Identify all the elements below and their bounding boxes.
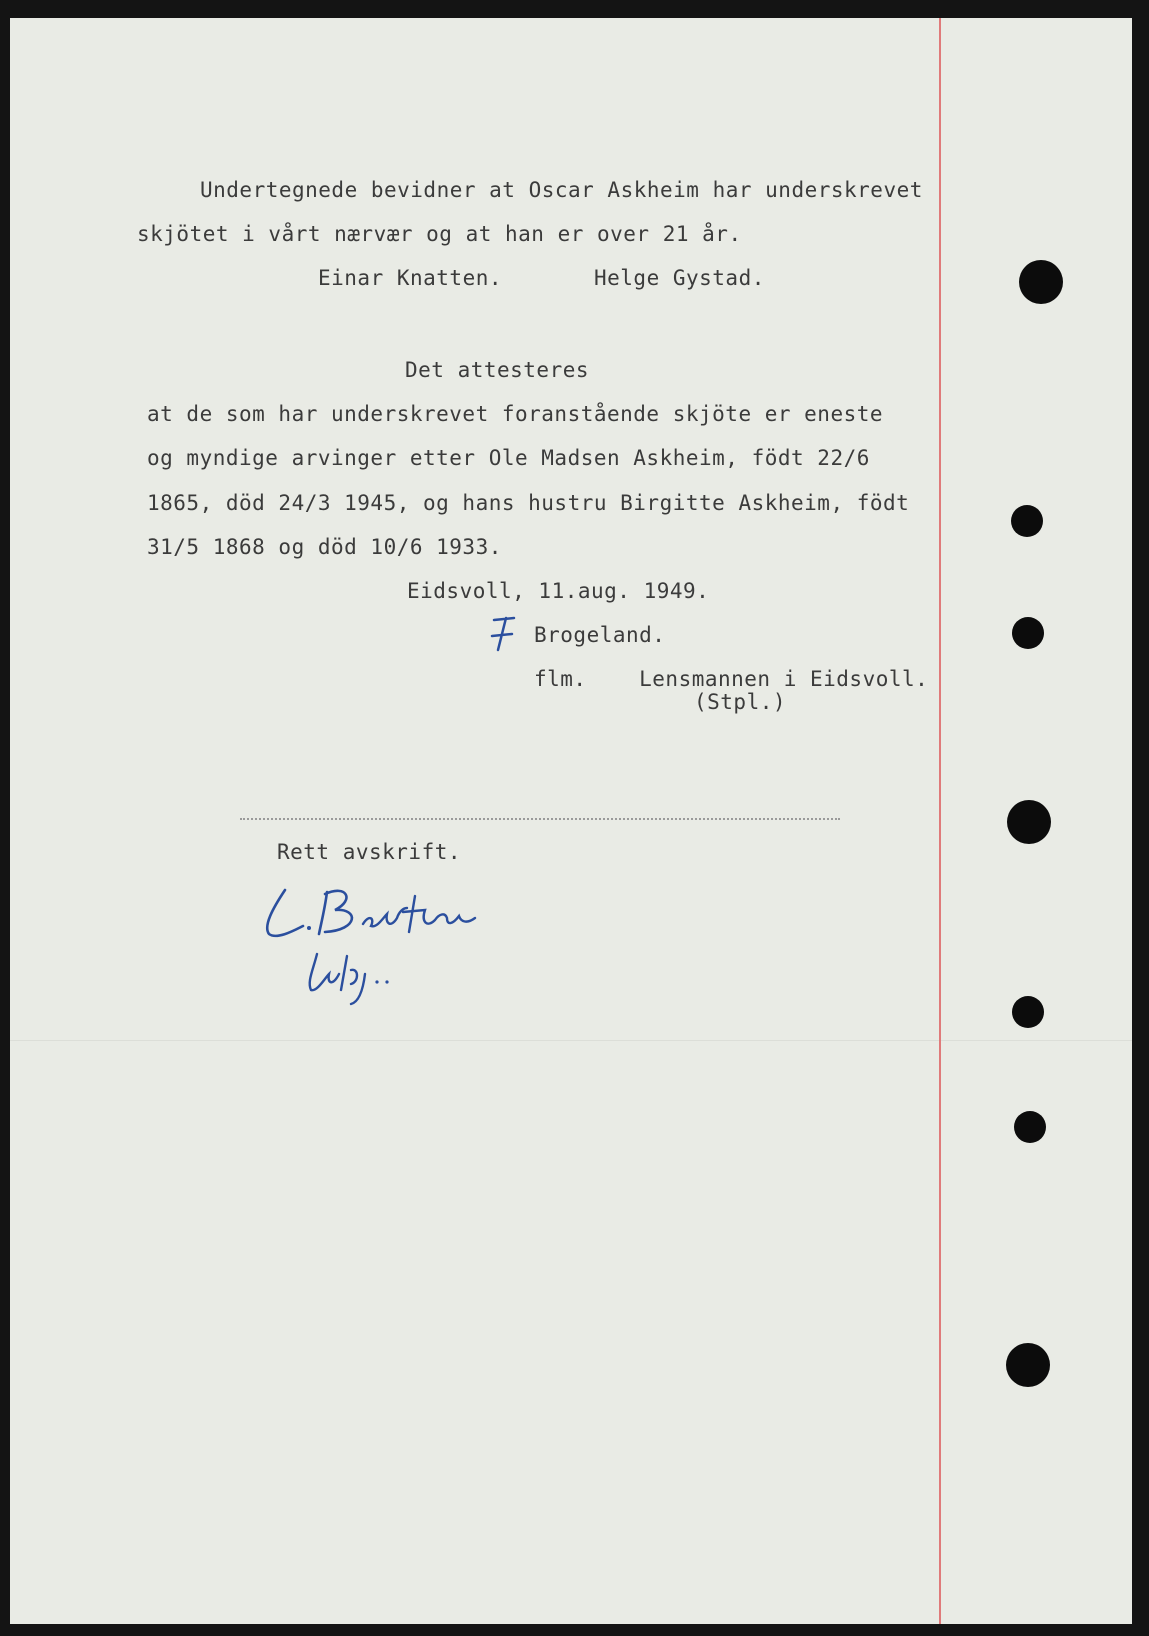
punch-hole (1011, 505, 1043, 537)
witness-line-2: skjötet i vårt nærvær og at han er over 21 år. (137, 222, 742, 246)
attestation-line-2: og myndige arvinger etter Ole Madsen Askheim, födt 22/6 (147, 446, 870, 470)
punch-hole (1006, 1343, 1050, 1387)
document-page (10, 18, 1132, 1624)
punch-hole (1012, 617, 1044, 649)
margin-line (939, 18, 941, 1624)
punch-hole (1019, 260, 1063, 304)
signer-title: flm. Lensmannen i Eidsvoll. (534, 667, 929, 691)
punch-hole (1014, 1111, 1046, 1143)
punch-hole (1012, 996, 1044, 1028)
separator-rule (240, 818, 840, 820)
attestation-heading: Det attesteres (405, 358, 590, 382)
handwritten-signature (255, 878, 495, 1018)
stamp-note: (Stpl.) (694, 690, 787, 714)
attestation-line-4: 31/5 1868 og död 10/6 1933. (147, 535, 502, 559)
certification-text: Rett avskrift. (277, 840, 462, 864)
attestation-line-1: at de som har underskrevet foranstående skjöte er eneste (147, 402, 884, 426)
fold-crease (10, 1040, 1132, 1041)
witness-names: Einar Knatten. Helge Gystad. (318, 266, 765, 290)
punch-hole (1007, 800, 1051, 844)
signer-name: Brogeland. (534, 623, 666, 647)
initial-mark (488, 610, 518, 656)
witness-line-1: Undertegnede bevidner at Oscar Askheim har underskrevet (200, 178, 923, 202)
place-date: Eidsvoll, 11.aug. 1949. (407, 579, 710, 603)
attestation-line-3: 1865, död 24/3 1945, og hans hustru Birgitte Askheim, födt (147, 491, 910, 515)
